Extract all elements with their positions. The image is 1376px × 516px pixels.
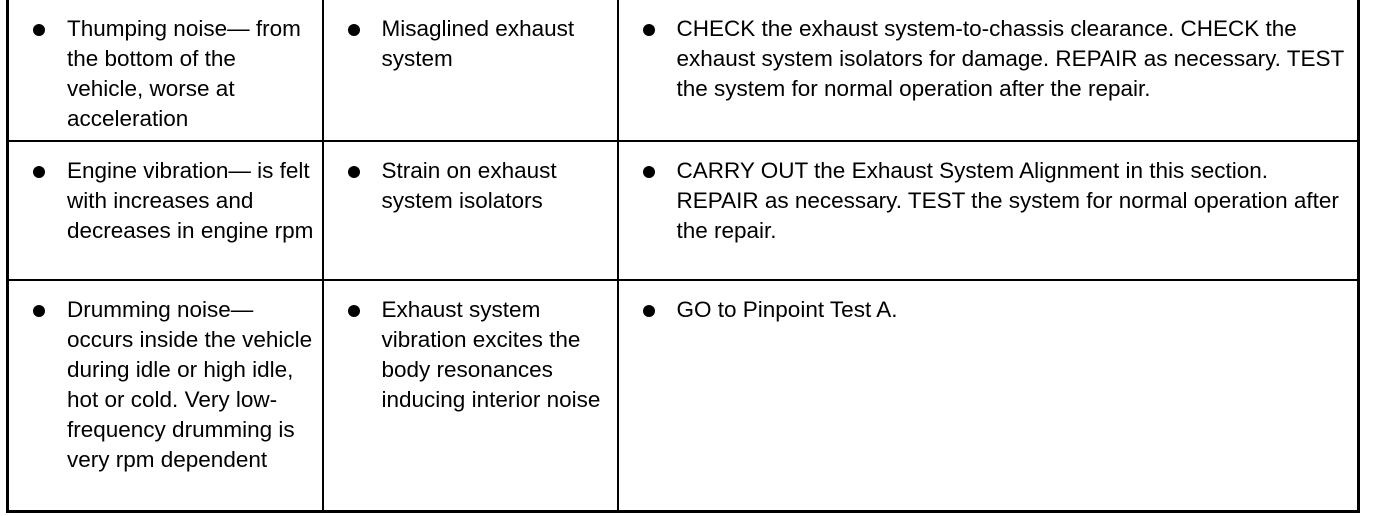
cause-cell <box>323 141 618 280</box>
cause-text: Strain on exhaust system isolators <box>381 158 557 213</box>
action-text: CHECK the exhaust system-to-chassis clearance. CHECK the exhaust system isolators for damage. REPAIR as necessary. TEST the system for normal operation after the repair. <box>676 16 1344 101</box>
condition-cell <box>8 0 323 141</box>
bullet-icon <box>348 166 360 178</box>
condition-cell <box>8 280 323 511</box>
bullet-icon <box>643 166 655 178</box>
condition-text: Engine vibration— is felt with increases and decreases in engine rpm <box>67 158 314 243</box>
cause-text: Exhaust system vibration excites the body resonances inducing interior noise <box>381 297 601 412</box>
bullet-icon <box>33 166 45 178</box>
bullet-icon <box>348 305 360 317</box>
action-cell <box>618 280 1359 511</box>
condition-text: Thumping noise— from the bottom of the vehicle, worse at acceleration <box>67 16 301 131</box>
diagnosis-table <box>6 0 1360 513</box>
bullet-icon <box>643 305 655 317</box>
cause-cell <box>323 0 618 141</box>
bullet-icon <box>348 24 360 36</box>
bullet-icon <box>33 24 45 36</box>
table-row <box>8 280 1359 511</box>
bullet-icon <box>643 24 655 36</box>
condition-text: Drumming noise— occurs inside the vehicle during idle or high idle, hot or cold. Very low-frequency drumming is very rpm dependent <box>67 297 313 472</box>
table-row <box>8 0 1359 141</box>
action-text: CARRY OUT the Exhaust System Alignment in this section. REPAIR as necessary. TEST the system for normal operation after the repair. <box>676 158 1339 243</box>
cause-text: Misaglined exhaust system <box>381 16 575 71</box>
action-text: GO to Pinpoint Test A. <box>676 297 898 322</box>
action-cell <box>618 141 1359 280</box>
cause-cell <box>323 280 618 511</box>
action-cell <box>618 0 1359 141</box>
bullet-icon <box>33 305 45 317</box>
table-row <box>8 141 1359 280</box>
condition-cell <box>8 141 323 280</box>
